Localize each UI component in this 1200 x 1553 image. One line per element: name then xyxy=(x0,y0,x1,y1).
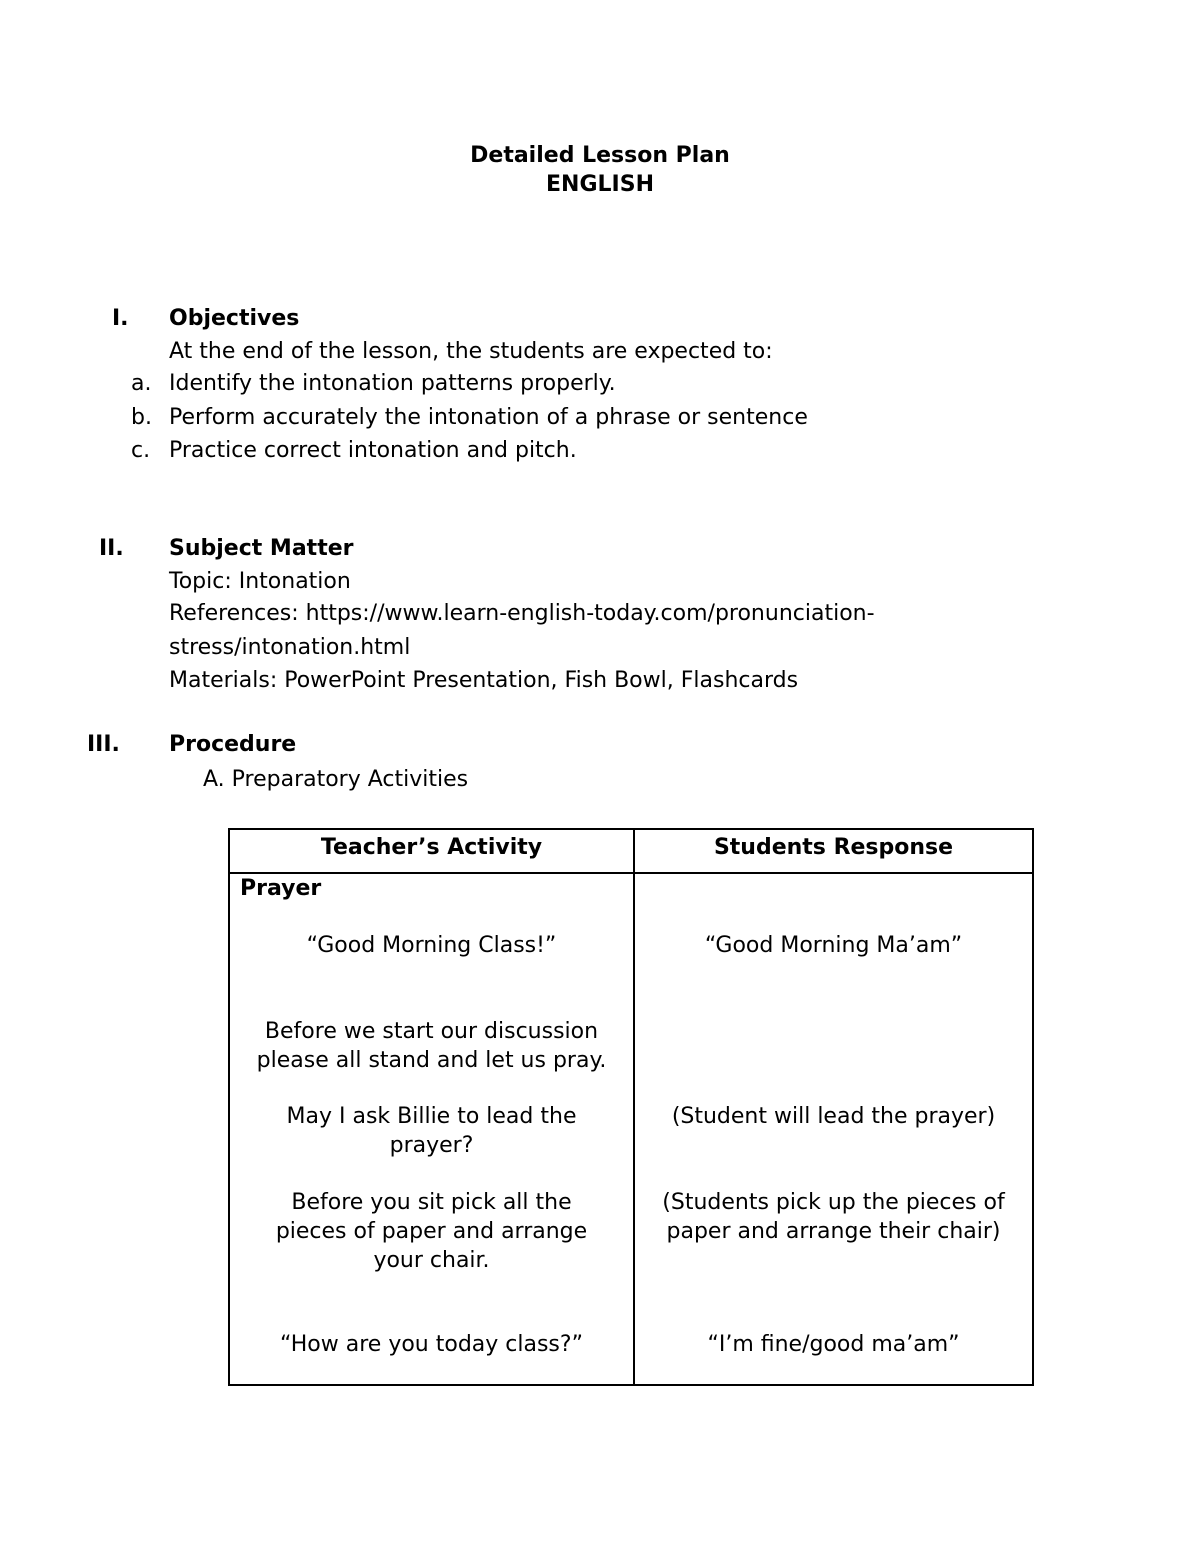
teacher-activity: “Good Morning Class!” xyxy=(306,933,557,958)
student-response: “I’m fine/good ma’am” xyxy=(707,1332,960,1357)
objectives-numeral: I. xyxy=(112,306,129,331)
student-response: (Students pick up the pieces of paper and arrange their chair) xyxy=(662,1190,1005,1244)
subject-matter-numeral: II. xyxy=(99,536,124,561)
document-subject: ENGLISH xyxy=(546,172,654,197)
objective-item: Identify the intonation patterns properly. xyxy=(169,371,616,396)
objectives-intro: At the end of the lesson, the students are expected to: xyxy=(169,339,773,364)
teacher-activity: May I ask Billie to lead the prayer? xyxy=(286,1104,577,1158)
objective-marker: a. xyxy=(131,371,152,396)
objective-marker: b. xyxy=(131,405,152,430)
student-response: (Student will lead the prayer) xyxy=(671,1104,996,1129)
objective-marker: c. xyxy=(131,438,151,463)
teacher-column-header: Teacher’s Activity xyxy=(320,835,543,860)
subject-matter-heading: Subject Matter xyxy=(169,536,354,561)
objective-item: Practice correct intonation and pitch. xyxy=(169,438,577,463)
topic-line: Topic: Intonation xyxy=(169,569,351,594)
references-line: References: https://www.learn-english-today.com/pronunciation- xyxy=(169,601,875,626)
procedure-subheading: A. Preparatory Activities xyxy=(203,767,469,792)
procedure-numeral: III. xyxy=(87,732,120,757)
objective-item: Perform accurately the intonation of a phrase or sentence xyxy=(169,405,808,430)
student-response: “Good Morning Ma’am” xyxy=(704,933,963,958)
header-divider xyxy=(230,872,1032,874)
teacher-activity: “How are you today class?” xyxy=(280,1332,583,1357)
teacher-activity: Before we start our discussion please all stand and let us pray. xyxy=(256,1019,607,1073)
materials-line: Materials: PowerPoint Presentation, Fish Bowl, Flashcards xyxy=(169,668,799,693)
section-label-prayer: Prayer xyxy=(240,876,322,901)
references-line-continued: stress/intonation.html xyxy=(169,635,411,660)
document-title: Detailed Lesson Plan xyxy=(470,143,730,168)
activity-table xyxy=(228,828,1034,1386)
procedure-heading: Procedure xyxy=(169,732,297,757)
objectives-heading: Objectives xyxy=(169,306,300,331)
teacher-activity: Before you sit pick all the pieces of paper and arrange your chair. xyxy=(275,1190,588,1273)
student-column-header: Students Response xyxy=(713,835,954,860)
